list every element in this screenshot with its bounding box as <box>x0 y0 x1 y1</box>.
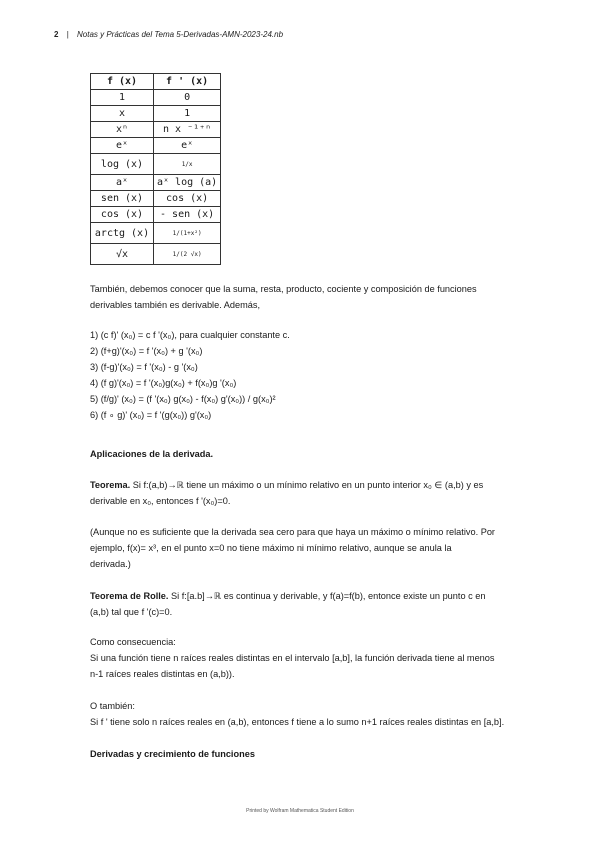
table-cell: cos (x) <box>91 207 154 223</box>
theorem-label: Teorema. <box>90 480 131 490</box>
table-row <box>91 223 221 244</box>
table-cell: 1/x <box>154 154 221 175</box>
header-separator: | <box>66 30 69 39</box>
table-row <box>91 244 221 265</box>
table-row <box>91 191 221 207</box>
consequence-paragraph <box>90 634 550 682</box>
text-line: ejemplo, f(x)= x³, en el punto x=0 no tiene máximo ni mínimo relativo, aunque se anula la <box>90 543 452 553</box>
text-line: Si una función tiene n raíces reales distintas en el intervalo [a,b], la función derivada tiene al menos <box>90 653 495 663</box>
also-paragraph <box>90 698 550 730</box>
table-row <box>91 138 221 154</box>
rule-item: 3) (f-g)'(x₀) = f '(x₀) - g '(x₀) <box>90 362 198 372</box>
table-cell: arctg (x) <box>91 223 154 244</box>
table-row <box>91 175 221 191</box>
notebook-title: Notas y Prácticas del Tema 5-Derivadas-AMN-2023-24.nb <box>77 30 284 39</box>
page-number: 2 <box>54 30 59 39</box>
rule-item: 4) (f g)'(x₀) = f '(x₀)g(x₀) + f(x₀)g '(x₀) <box>90 378 237 388</box>
rule-item: 5) (f/g)' (x₀) = (f '(x₀) g(x₀) - f(x₀) g'(x₀)) / g(x₀)² <box>90 394 276 404</box>
table-cell: cos (x) <box>154 191 221 207</box>
text-line: (Aunque no es suficiente que la derivada sea cero para que haya un máximo o mínimo relativo. Por <box>90 527 495 537</box>
table-cell: x <box>91 106 154 122</box>
text-line: derivables también es derivable. Además, <box>90 300 261 310</box>
table-cell: xⁿ <box>91 122 154 138</box>
table-cell: aˣ log (a) <box>154 175 221 191</box>
text-line: Como consecuencia: <box>90 637 176 647</box>
text-line: También, debemos conocer que la suma, resta, producto, cociente y composición de funciones <box>90 284 477 294</box>
table-row <box>91 90 221 106</box>
section-heading-applications: Aplicaciones de la derivada. <box>90 449 214 459</box>
rolle-paragraph <box>90 588 550 620</box>
table-cell: n x ⁻¹⁺ⁿ <box>154 122 221 138</box>
table-cell: aˣ <box>91 175 154 191</box>
page-footer: Printed by Wolfram Mathematica Student Edition <box>246 808 354 814</box>
table-row <box>91 207 221 223</box>
derivatives-table <box>90 73 221 265</box>
text-line: n-1 raíces reales distintas en (a,b)). <box>90 669 235 679</box>
text-line: derivable en x₀, entonces f '(x₀)=0. <box>90 496 231 506</box>
table-header-cell: f (x) <box>91 74 154 90</box>
table-cell: √x <box>91 244 154 265</box>
text-line: O también: <box>90 701 135 711</box>
rolle-label: Teorema de Rolle. <box>90 591 169 601</box>
text-line <box>90 588 550 604</box>
theorem-text: Si f:(a,b)→ℝ tiene un máximo o un mínimo relativo en un punto interior x₀ ∈ (a,b) y es <box>130 480 484 490</box>
table-cell: - sen (x) <box>154 207 221 223</box>
section-heading-growth: Derivadas y crecimiento de funciones <box>90 749 255 759</box>
table-cell: eˣ <box>91 138 154 154</box>
rule-item: 6) (f ∘ g)' (x₀) = f '(g(x₀)) g'(x₀) <box>90 410 212 420</box>
text-line <box>90 477 550 493</box>
table-row <box>91 106 221 122</box>
rule-item: 2) (f+g)'(x₀) = f '(x₀) + g '(x₀) <box>90 346 203 356</box>
text-line: Si f ' tiene solo n raíces reales en (a,b), entonces f tiene a lo sumo n+1 raíces reales distintas en [a,b]. <box>90 717 505 727</box>
page-header <box>54 30 283 39</box>
table-cell: 1/(1+x²) <box>154 223 221 244</box>
table-cell: sen (x) <box>91 191 154 207</box>
table-cell: 1 <box>154 106 221 122</box>
table-cell: log (x) <box>91 154 154 175</box>
table-row <box>91 154 221 175</box>
table-cell: eˣ <box>154 138 221 154</box>
note-paragraph <box>90 524 550 572</box>
text-line: (a,b) tal que f '(c)=0. <box>90 607 173 617</box>
derivative-rules-list <box>90 327 550 423</box>
table-header-row <box>91 74 221 90</box>
table-row <box>91 122 221 138</box>
text-line: derivada.) <box>90 559 131 569</box>
table-cell: 0 <box>154 90 221 106</box>
table-header-cell: f ' (x) <box>154 74 221 90</box>
table-cell: 1/(2 √x) <box>154 244 221 265</box>
rule-item: 1) (c f)' (x₀) = c f '(x₀), para cualquier constante c. <box>90 330 290 340</box>
rolle-text: Si f:[a.b]→ℝ es continua y derivable, y f(a)=f(b), entonce existe un punto c en <box>168 591 486 601</box>
theorem-paragraph <box>90 477 550 509</box>
table-cell: 1 <box>91 90 154 106</box>
intro-paragraph <box>90 281 550 313</box>
